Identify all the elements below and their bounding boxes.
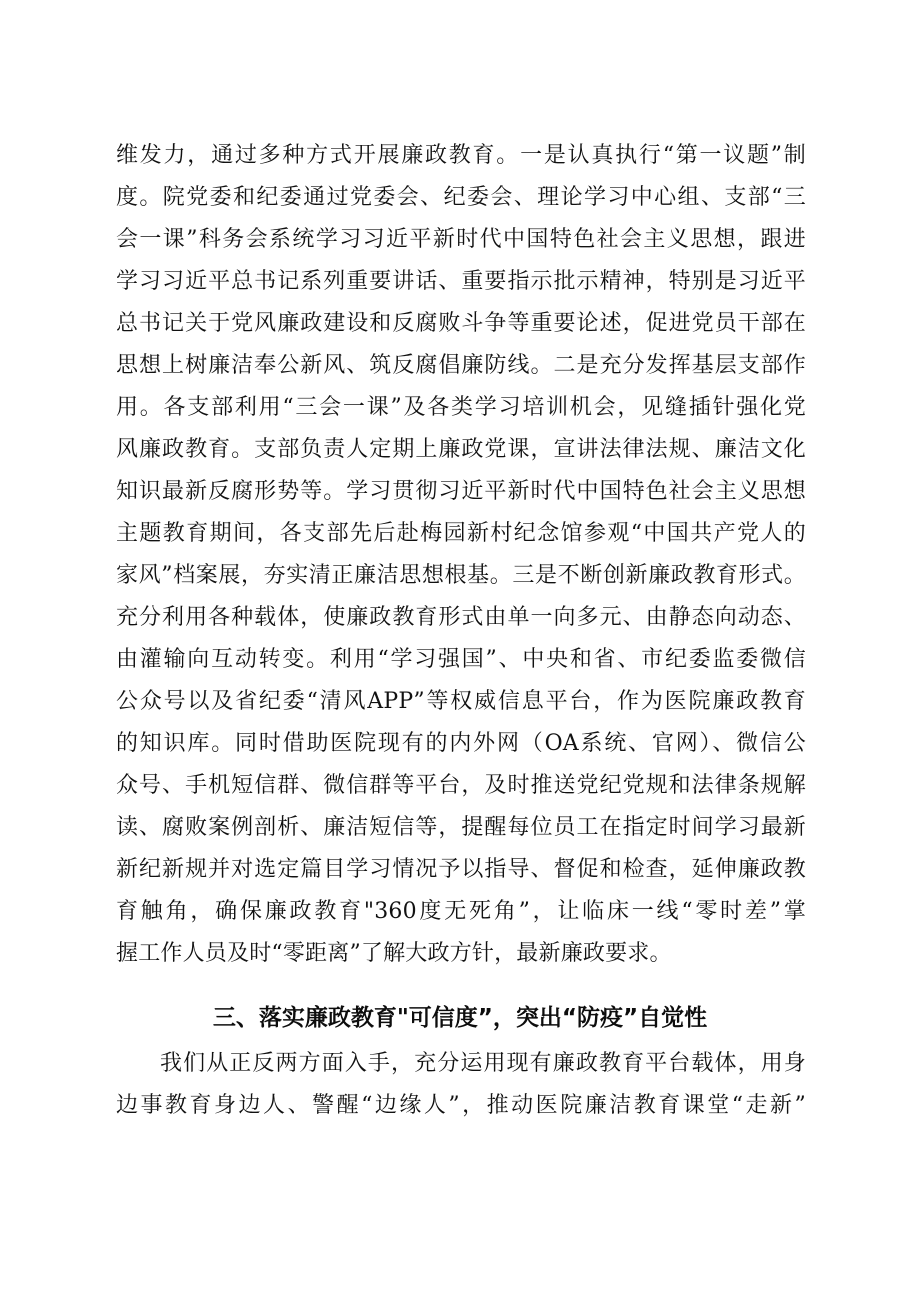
body-text-line: 众号、手机短信群、微信群等平台，及时推送党纪党规和法律条规解 — [116, 773, 806, 798]
body-text-line: 的知识库。同时借助医院现有的内外网（OA系统、官网）、微信公 — [116, 731, 806, 756]
body-text-line: 主题教育期间，各支部先后赴梅园新村纪念馆参观“中国共产党人的 — [116, 521, 806, 546]
body-text-line: 学习习近平总书记系列重要讲话、重要指示批示精神，特别是习近平 — [116, 269, 806, 294]
body-text-line: 度。院党委和纪委通过党委会、纪委会、理论学习中心组、支部“三 — [116, 185, 806, 210]
body-text-line: 会一课”科务会系统学习习近平新时代中国特色社会主义思想，跟进 — [116, 227, 806, 252]
body-text-line: 边事教育身边人、警醒“边缘人”，推动医院廉洁教育课堂“走新” — [116, 1093, 806, 1118]
body-text-line: 读、腐败案例剖析、廉洁短信等，提醒每位员工在指定时间学习最新 — [116, 815, 806, 840]
body-text-line: 风廉政教育。支部负责人定期上廉政党课，宣讲法律法规、廉洁文化 — [116, 437, 806, 462]
body-text-line: 新纪新规并对选定篇目学习情况予以指导、督促和检查，延伸廉政教 — [116, 857, 806, 882]
body-text-line: 由灌输向互动转变。利用“学习强国”、中央和省、市纪委监委微信 — [116, 647, 806, 672]
body-text-line-indented: 我们从正反两方面入手，充分运用现有廉政教育平台载体，用身 — [160, 1051, 806, 1076]
section-heading: 三、落实廉政教育"可信度”，突出“防疫”自觉性 — [212, 1005, 708, 1031]
body-text-line: 用。各支部利用“三会一课”及各类学习培训机会，见缝插针强化党 — [116, 395, 806, 420]
body-text-line: 知识最新反腐形势等。学习贯彻习近平新时代中国特色社会主义思想 — [116, 479, 806, 504]
body-text-line: 家风”档案展，夯实清正廉洁思想根基。三是不断创新廉政教育形式。 — [116, 563, 806, 588]
body-text-line: 充分利用各种载体，使廉政教育形式由单一向多元、由静态向动态、 — [116, 605, 806, 630]
body-text-line: 公众号以及省纪委“清风APP”等权威信息平台，作为医院廉政教育 — [116, 689, 806, 714]
body-text-line: 育触角，确保廉政教育"360度无死角”，让临床一线“零时差”掌 — [116, 899, 806, 924]
body-text-line: 总书记关于党风廉政建设和反腐败斗争等重要论述，促进党员干部在 — [116, 311, 806, 336]
body-text-line: 维发力，通过多种方式开展廉政教育。一是认真执行“第一议题”制 — [116, 143, 806, 168]
body-text-line-last: 握工作人员及时“零距离”了解大政方针，最新廉政要求。 — [116, 941, 672, 966]
body-text-line: 思想上树廉洁奉公新风、筑反腐倡廉防线。二是充分发挥基层支部作 — [116, 353, 806, 378]
